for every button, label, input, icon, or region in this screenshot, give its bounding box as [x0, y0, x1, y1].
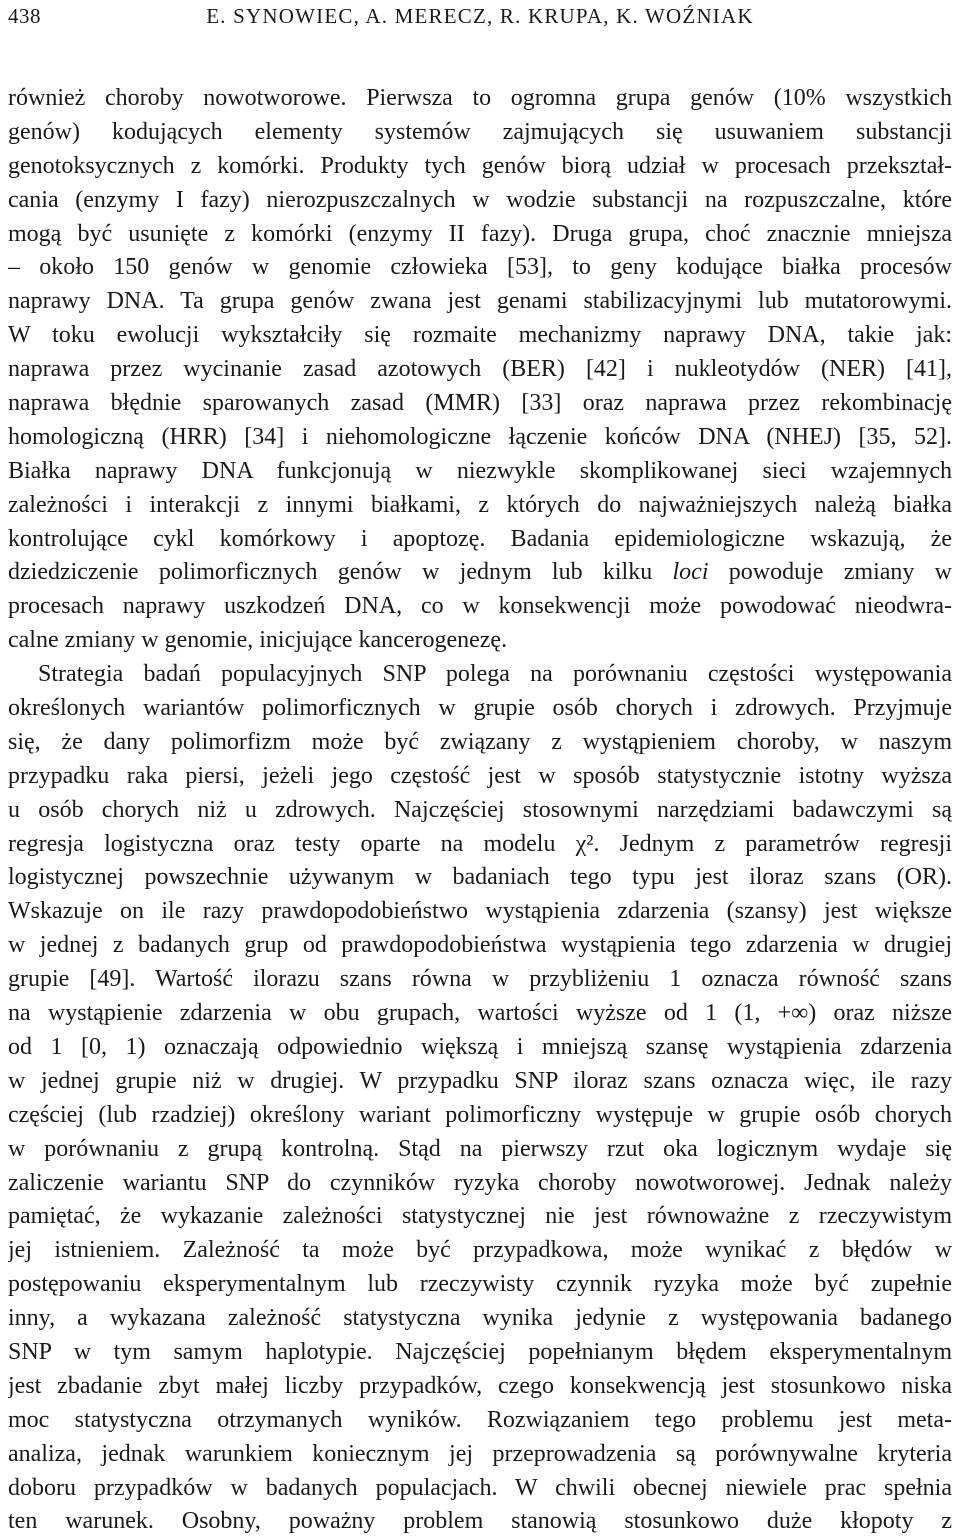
text-line: kontrolujące cykl komórkowy i apoptozę. Badania epidemiologiczne wskazują, że: [8, 525, 952, 552]
text-line: SNP w tym samym haplotypie. Najczęściej popełnianym błędem eksperymentalnym: [8, 1338, 952, 1365]
text-line: Strategia badań populacyjnych SNP polega na porównaniu częstości występowania: [38, 661, 952, 688]
text-line: regresja logistyczna oraz testy oparte na modelu χ². Jednym z parametrów regresji: [8, 830, 952, 857]
text-line: logistycznej powszechnie używanym w badaniach tego typu jest iloraz szans (OR).: [8, 864, 952, 891]
text-line: jej istnieniem. Zależność ta może być przypadkowa, może wynikać z błędów w: [8, 1237, 952, 1264]
text-line: W toku ewolucji wykształciły się rozmaite mechanizmy naprawy DNA, takie jak:: [8, 322, 952, 349]
text-line: grupie [49]. Wartość ilorazu szans równa w przybliżeniu 1 oznacza równość szans: [8, 966, 952, 993]
running-head: [8, 0, 952, 58]
text-line: Wskazuje on ile razy prawdopodobieństwo wystąpienia zdarzenia (szansy) jest większe: [8, 898, 952, 925]
text-line: procesach naprawy uszkodzeń DNA, co w konsekwencji może powodować nieodwra-: [8, 593, 952, 620]
text-line: przypadku raka piersi, jeżeli jego częstość jest w sposób statystycznie istotny wyższa: [8, 762, 952, 789]
page-number: 438: [8, 4, 41, 28]
text-line: od 1 [0, 1) oznaczają odpowiednio większą i mniejszą szansę wystąpienia zdarzenia: [8, 1033, 952, 1060]
text-line: dziedziczenie polimorficznych genów w jednym lub kilku loci powoduje zmiany w: [8, 559, 952, 586]
text-line: genów) kodujących elementy systemów zajmujących się usuwaniem substancji: [8, 118, 952, 145]
text-line: postępowaniu eksperymentalnym lub rzeczywisty czynnik ryzyka może być zupełnie: [8, 1271, 952, 1298]
body-text: [8, 82, 952, 1539]
text-line: doboru przypadków w badanych populacjach. W chwili obecnej niewiele prac spełnia: [8, 1474, 952, 1501]
text-line: naprawa przez wycinanie zasad azotowych (BER) [42] i nukleotydów (NER) [41],: [8, 356, 952, 383]
text-line: częściej (lub rzadziej) określony wariant polimorficzny występuje w grupie osób chorych: [8, 1101, 952, 1128]
text-line: na wystąpienie zdarzenia w obu grupach, wartości wyższe od 1 (1, +∞) oraz niższe: [8, 1000, 952, 1027]
text-line: genotoksycznych z komórki. Produkty tych genów biorą udział w procesach przekształ-: [8, 152, 952, 179]
text-line: – około 150 genów w genomie człowieka [53], to geny kodujące białka procesów: [8, 254, 952, 281]
text-line: naprawa błędnie sparowanych zasad (MMR) [33] oraz naprawa przez rekombinację: [8, 390, 952, 417]
text-line: w jednej z badanych grup od prawdopodobieństwa wystąpienia tego zdarzenia w drugiej: [8, 932, 952, 959]
text-line: calne zmiany w genomie, inicjujące kancerogenezę.: [8, 627, 508, 654]
text-line: w porównaniu z grupą kontrolną. Stąd na pierwszy rzut oka logicznym wydaje się: [8, 1135, 952, 1162]
text-line: określonych wariantów polimorficznych w grupie osób chorych i zdrowych. Przyjmuje: [8, 695, 952, 722]
text-line: jest zbadanie zbyt małej liczby przypadków, czego konsekwencją jest stosunkowo niska: [8, 1372, 952, 1399]
text-line: analiza, jednak warunkiem koniecznym jej przeprowadzenia są porównywalne kryteria: [8, 1440, 952, 1467]
text-line: w jednej grupie niż w drugiej. W przypadku SNP iloraz szans oznacza więc, ile razy: [8, 1067, 952, 1094]
text-line: cania (enzymy I fazy) nierozpuszczalnych w wodzie substancji na rozpuszczalne, które: [8, 186, 952, 213]
text-line: homologiczną (HRR) [34] i niehomologiczne łączenie końców DNA (NHEJ) [35, 52].: [8, 423, 952, 450]
document-page: [8, 0, 952, 1535]
text-line: zaliczenie wariantu SNP do czynników ryzyka choroby nowotworowej. Jednak należy: [8, 1169, 952, 1196]
text-line: Białka naprawy DNA funkcjonują w niezwykle skomplikowanej sieci wzajemnych: [8, 457, 952, 484]
text-line: również choroby nowotworowe. Pierwsza to ogromna grupa genów (10% wszystkich: [8, 85, 952, 111]
text-line: mogą być usunięte z komórki (enzymy II fazy). Druga grupa, choć znacznie mniejsza: [8, 220, 952, 247]
text-line: pamiętać, że wykazanie zależności statystycznej nie jest równoważne z rzeczywistym: [8, 1203, 952, 1230]
text-line: zależności i interakcji z innymi białkami, z których do najważniejszych należą białka: [8, 491, 952, 518]
text-line: ten warunek. Osobny, poważny problem stanowią stosunkowo duże kłopoty z: [8, 1508, 952, 1535]
text-line: inny, a wykazana zależność statystyczna wynika jedynie z występowania badanego: [8, 1305, 952, 1332]
text-line: naprawy DNA. Ta grupa genów zwana jest genami stabilizacyjnymi lub mutatorowymi.: [8, 288, 952, 315]
running-head-authors: E. SYNOWIEC, A. MERECZ, R. KRUPA, K. WOŹNIAK: [206, 4, 754, 28]
text-line: moc statystyczna otrzymanych wyników. Rozwiązaniem tego problemu jest meta-: [8, 1406, 952, 1433]
text-line: u osób chorych niż u zdrowych. Najczęściej stosownymi narzędziami badawczymi są: [8, 796, 952, 823]
text-line: się, że dany polimorfizm może być związany z wystąpieniem choroby, w naszym: [8, 728, 952, 755]
